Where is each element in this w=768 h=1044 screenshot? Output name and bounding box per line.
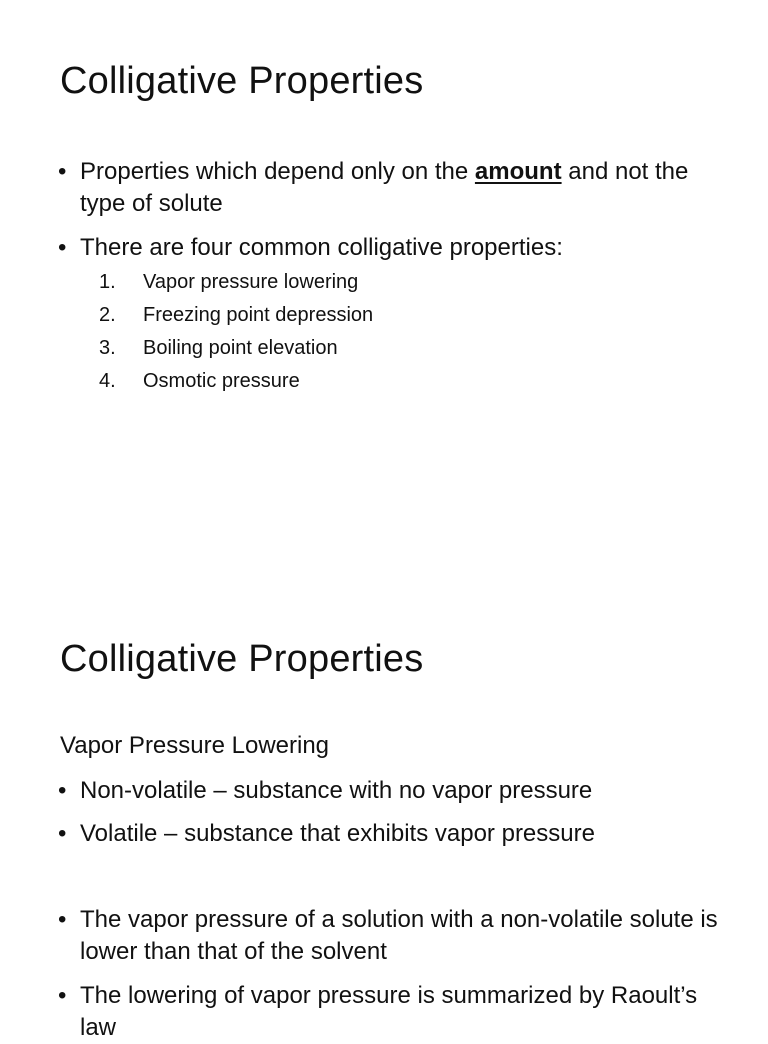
- bullet-text: [80, 156, 718, 220]
- bullet-non-volatile: [58, 775, 718, 807]
- bullet-solution-vapor-pressure: [58, 904, 718, 968]
- bullet-four-properties: [58, 232, 718, 264]
- bullet-volatile: [58, 818, 718, 850]
- bullet-marker: •: [58, 234, 67, 261]
- bullet-text-end: and not the type of solute: [80, 158, 689, 217]
- bullet-marker: •: [58, 777, 67, 804]
- bullet-text: Volatile – substance that exhibits vapor pressure: [80, 820, 595, 847]
- list-label: Osmotic pressure: [143, 370, 300, 392]
- slide-title: Colligative Properties: [60, 60, 424, 102]
- list-number: 1.: [99, 271, 116, 293]
- bullet-marker: •: [58, 820, 67, 847]
- section-subheading: Vapor Pressure Lowering: [60, 732, 330, 759]
- slide-title: Colligative Properties: [60, 638, 424, 680]
- list-number: 3.: [99, 337, 116, 359]
- bullet-marker: •: [58, 906, 67, 933]
- bullet-text-start: Properties which depend only on the: [80, 158, 475, 185]
- bullet-text: The vapor pressure of a solution with a non-volatile solute is lower than that of the solvent: [80, 906, 718, 965]
- bullet-text: There are four common colligative properties:: [80, 234, 563, 261]
- list-number: 2.: [99, 304, 116, 326]
- list-label: Boiling point elevation: [143, 337, 338, 359]
- list-number: 4.: [99, 370, 116, 392]
- bullet-text: Non-volatile – substance with no vapor pressure: [80, 777, 593, 804]
- list-label: Vapor pressure lowering: [143, 271, 359, 293]
- emphasized-word: amount: [474, 158, 562, 185]
- list-label: Freezing point depression: [143, 304, 374, 326]
- bullet-text: The lowering of vapor pressure is summarized by Raoult’s law: [80, 982, 698, 1041]
- bullet-raoults-law: [58, 980, 718, 1044]
- bullet-marker: •: [58, 158, 67, 185]
- bullet-marker: •: [58, 982, 67, 1009]
- bullet-definition: [58, 156, 718, 220]
- slide-2: [0, 575, 768, 1041]
